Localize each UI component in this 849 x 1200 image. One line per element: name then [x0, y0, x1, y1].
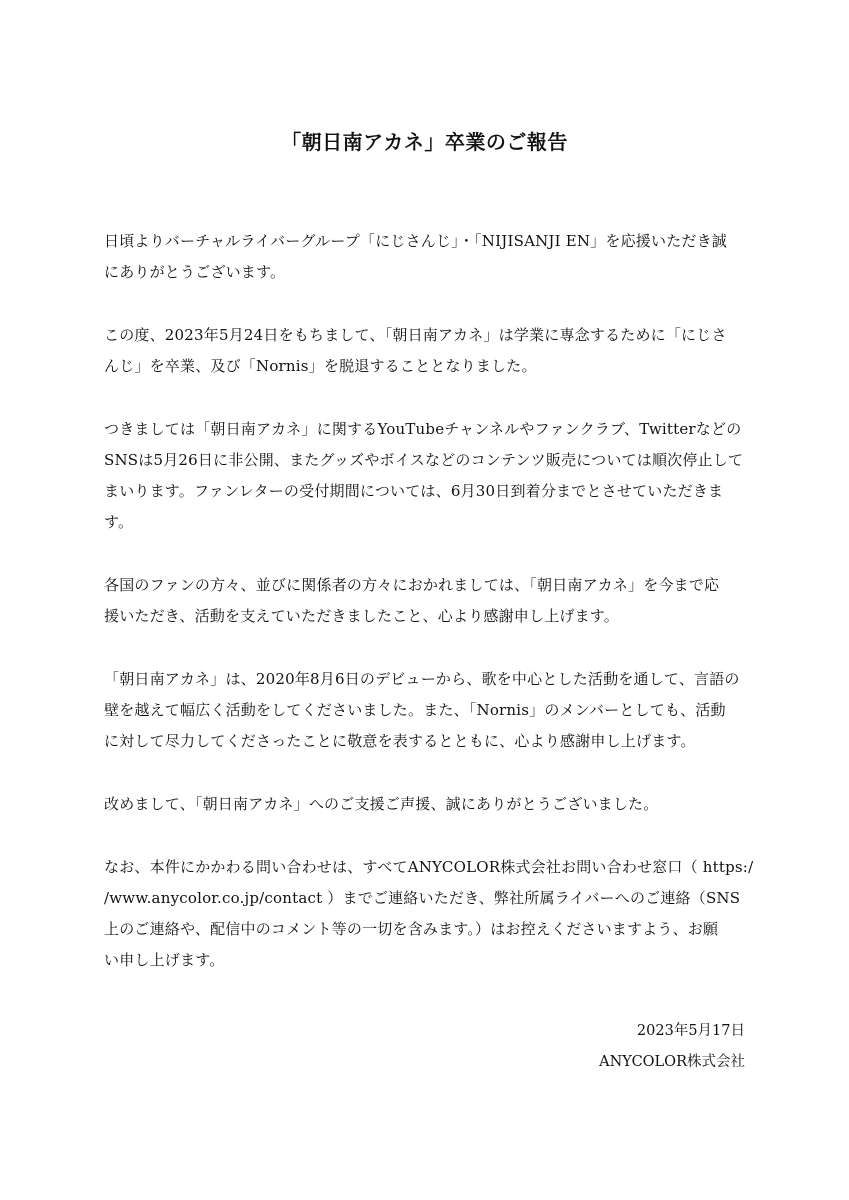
document-title: 「朝日南アカネ」卒業のご報告: [281, 130, 568, 154]
paragraph-closing-thanks: 改めまして、「朝日南アカネ」へのご支援ご声援、誠にありがとうございました。: [104, 795, 659, 813]
paragraph-thanks-fans: 各国のファンの方々、並びに関係者の方々におかれましては、「朝日南アカネ」を今まで応 援いただき、活動を支えていただきましたこと、心より感謝申し上げます。: [104, 576, 720, 625]
paragraph-greeting: 日頃よりバーチャルライバーグループ「にじさんじ」・「NIJISANJI EN」を応援いただき誠 にありがとうございます。: [104, 232, 728, 281]
signature-company: ANYCOLOR株式会社: [599, 1054, 745, 1070]
paragraph-contact-notice: なお、本件にかかわる問い合わせは、すべてANYCOLOR株式会社お問い合わせ窓口（ https:/ /www.anycolor.co.jp/contact ）までご連絡いただき、弊社所属ライバーへのご連絡（SNS 上のご連絡や、配信中のコメント等の一切を含みます。）はお控えくださいますよう、お願 い申し上げます。: [104, 858, 754, 969]
paragraph-graduation-announcement: この度、2023年5月24日をもちまして、「朝日南アカネ」は学業に専念するために「にじさ んじ」を卒業、及び「Nornis」を脱退することとなりました。: [104, 326, 727, 375]
paragraph-channel-closure: つきましては「朝日南アカネ」に関するYouTubeチャンネルやファンクラブ、Twitterなどの SNSは5月26日に非公開、またグッズやボイスなどのコンテンツ販売については順次停止して まいります。ファンレターの受付期間については、6月30日到着分までとさせていただきま す。: [104, 420, 744, 531]
document-body: [104, 226, 754, 1008]
signature-block: [599, 1016, 745, 1078]
paragraph-activity-summary: 「朝日南アカネ」は、2020年8月6日のデビューから、歌を中心とした活動を通して、言語の 壁を越えて幅広く活動をしてくださいました。また、「Nornis」のメンバーとしても、活動 に対して尽力してくださったことに敬意を表するとともに、心より感謝申し上げます。: [104, 670, 740, 750]
signature-date: 2023年5月17日: [636, 1023, 745, 1039]
